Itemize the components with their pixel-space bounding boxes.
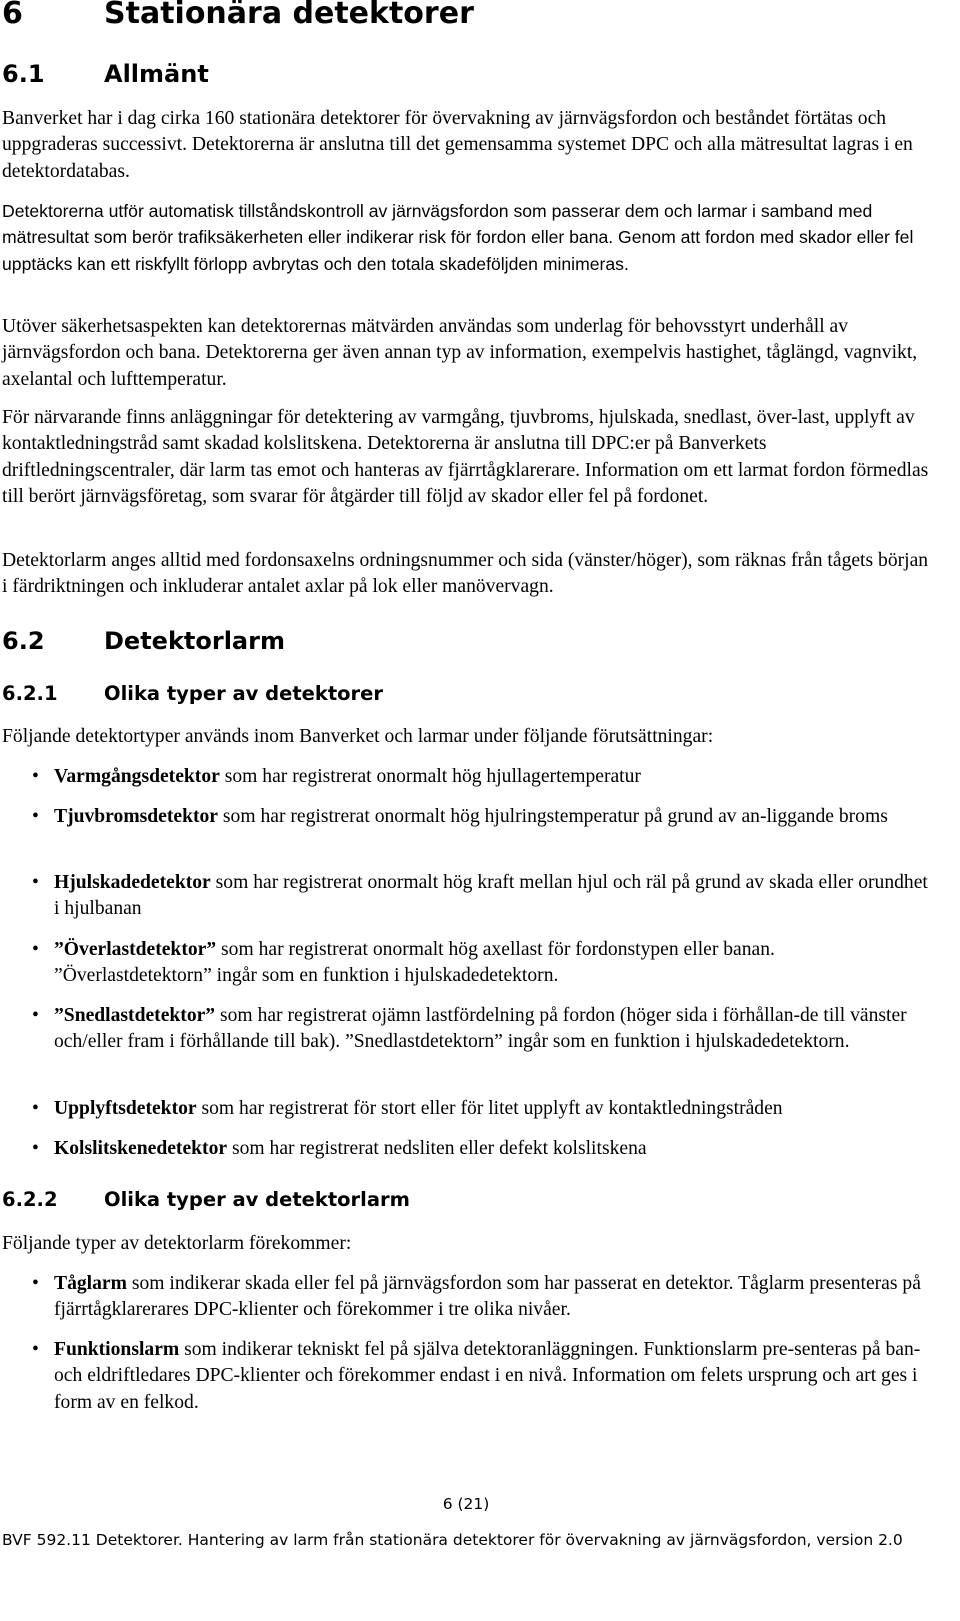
bullet-icon: • bbox=[32, 939, 39, 960]
bullet-icon: • bbox=[32, 1339, 39, 1360]
list-text: som indikerar tekniskt fel på själva detektoranläggningen. Funktionslarm pre-senteras på ban- och eldriftledares DPC-klienter och förekommer endast i en nivå. Information om felets ursprung och art ges i form av en felkod. bbox=[54, 1339, 921, 1413]
alarm-types-intro: Följande typer av detektorlarm förekommer: bbox=[2, 1233, 352, 1254]
bullet-icon: • bbox=[32, 1098, 39, 1119]
bullet-icon: • bbox=[32, 766, 39, 787]
detector-types-intro: Följande detektortyper används inom Banverket och larmar under följande förutsättningar: bbox=[2, 726, 714, 747]
list-text: som har registrerat nedsliten eller defekt kolslitskena bbox=[227, 1138, 647, 1159]
list-text: som har registrerat ojämn lastfördelning på fordon (höger sida i förhållan-de till vänster och/eller fram i förhållande till bak). ”Snedlastdetektorn” ingår som en funktion i hjulskadedetektorn. bbox=[54, 1005, 907, 1053]
list-text: som har registrerat onormalt hög kraft mellan hjul och räl på grund av skada eller orundhet i hjulbanan bbox=[54, 872, 928, 920]
list-term: Tjuvbromsdetektor bbox=[54, 806, 219, 827]
paragraph-safety-aspect: Utöver säkerhetsaspekten kan detektorernas mätvärden användas som underlag för behovsstyrt underhåll av järnvägsfordon och bana. Detektorerna ger även annan typ av information, exempelvis hastighet, tåglängd, vagnvikt, axelantal och lufttemperatur. bbox=[2, 316, 918, 390]
subsection-heading-6-2-2 bbox=[2, 1188, 410, 1212]
bullet-icon: • bbox=[32, 806, 39, 827]
list-term: ”Överlastdetektor” bbox=[54, 939, 217, 960]
list-text: som har registrerat för stort eller för litet upplyft av kontaktledningstråden bbox=[196, 1098, 783, 1119]
section-heading-6-2 bbox=[2, 627, 285, 655]
subsection-number: 6.2.2 bbox=[2, 1188, 58, 1211]
section-number: 6.1 bbox=[2, 60, 45, 88]
page-number: 6 (21) bbox=[442, 1495, 490, 1513]
paragraph-facilities: För närvarande finns anläggningar för detektering av varmgång, tjuvbroms, hjulskada, snedlast, över-last, upplyft av kontaktledningstråd samt skadad kolslitskena. Detektorerna är anslutna till DPC:er på Banverkets driftledningscentraler, där larm tas emot och hanteras av fjärrtågklarerare. Information om ett larmat fordon förmedlas till berört järnvägsföretag, som svarar för åtgärder till följd av skador eller fel på fordonet. bbox=[2, 407, 929, 508]
list-term: Upplyftsdetektor bbox=[54, 1098, 197, 1119]
subsection-title: Olika typer av detektorlarm bbox=[104, 1188, 410, 1211]
bullet-icon: • bbox=[32, 1273, 39, 1294]
chapter-heading bbox=[2, 0, 474, 30]
section-title: Detektorlarm bbox=[104, 627, 285, 655]
bullet-icon: • bbox=[32, 1138, 39, 1159]
subsection-number: 6.2.1 bbox=[2, 682, 58, 705]
section-number: 6.2 bbox=[2, 627, 45, 655]
paragraph-axle-numbering: Detektorlarm anges alltid med fordonsaxelns ordningsnummer och sida (vänster/höger), som räknas från tågets början i färdriktningen och inkluderar antalet axlar på lok eller manövervagn. bbox=[2, 550, 929, 598]
document-footer: BVF 592.11 Detektorer. Hantering av larm från stationära detektorer för övervakning av järnvägsfordon, version 2.0 bbox=[2, 1531, 903, 1549]
list-term: ”Snedlastdetektor” bbox=[54, 1005, 216, 1026]
chapter-title: Stationära detektorer bbox=[104, 0, 474, 31]
section-heading-6-1 bbox=[2, 60, 209, 88]
bullet-icon: • bbox=[32, 872, 39, 893]
list-term: Tåglarm bbox=[54, 1273, 127, 1294]
list-term: Funktionslarm bbox=[54, 1339, 180, 1360]
list-text: som indikerar skada eller fel på järnvägsfordon som har passerat en detektor. Tåglarm presenteras på fjärrtågklarerares DPC-klienter och förekommer i tre olika nivåer. bbox=[54, 1273, 921, 1321]
list-text: som har registrerat onormalt hög hjullagertemperatur bbox=[219, 766, 641, 787]
list-text: som har registrerat onormalt hög axellast för fordonstypen eller banan. ”Överlastdetektorn” ingår som en funktion i hjulskadedetektorn. bbox=[54, 939, 775, 987]
paragraph-automatic-control: Detektorerna utför automatisk tillståndskontroll av järnvägsfordon som passerar dem och larmar i samband med mätresultat som berör trafiksäkerheten eller indikerar risk för fordon eller bana. Genom att fordon med skador eller fel upptäcks kan ett riskfyllt förlopp avbrytas och den totala skadeföljden minimeras. bbox=[2, 201, 914, 274]
section-title: Allmänt bbox=[104, 60, 209, 88]
list-term: Varmgångsdetektor bbox=[54, 766, 220, 787]
subsection-title: Olika typer av detektorer bbox=[104, 682, 384, 705]
chapter-number: 6 bbox=[2, 0, 23, 31]
list-term: Hjulskadedetektor bbox=[54, 872, 211, 893]
list-term: Kolslitskenedetektor bbox=[54, 1138, 228, 1159]
list-text: som har registrerat onormalt hög hjulringstemperatur på grund av an-liggande broms bbox=[218, 806, 888, 827]
subsection-heading-6-2-1 bbox=[2, 682, 383, 706]
bullet-icon: • bbox=[32, 1005, 39, 1026]
paragraph-intro: Banverket har i dag cirka 160 stationära detektorer för övervakning av järnvägsfordon och beståndet förtätas och uppgraderas successivt. Detektorerna är anslutna till det gemensamma systemet DPC och alla mätresultat lagras i en detektordatabas. bbox=[2, 108, 913, 182]
